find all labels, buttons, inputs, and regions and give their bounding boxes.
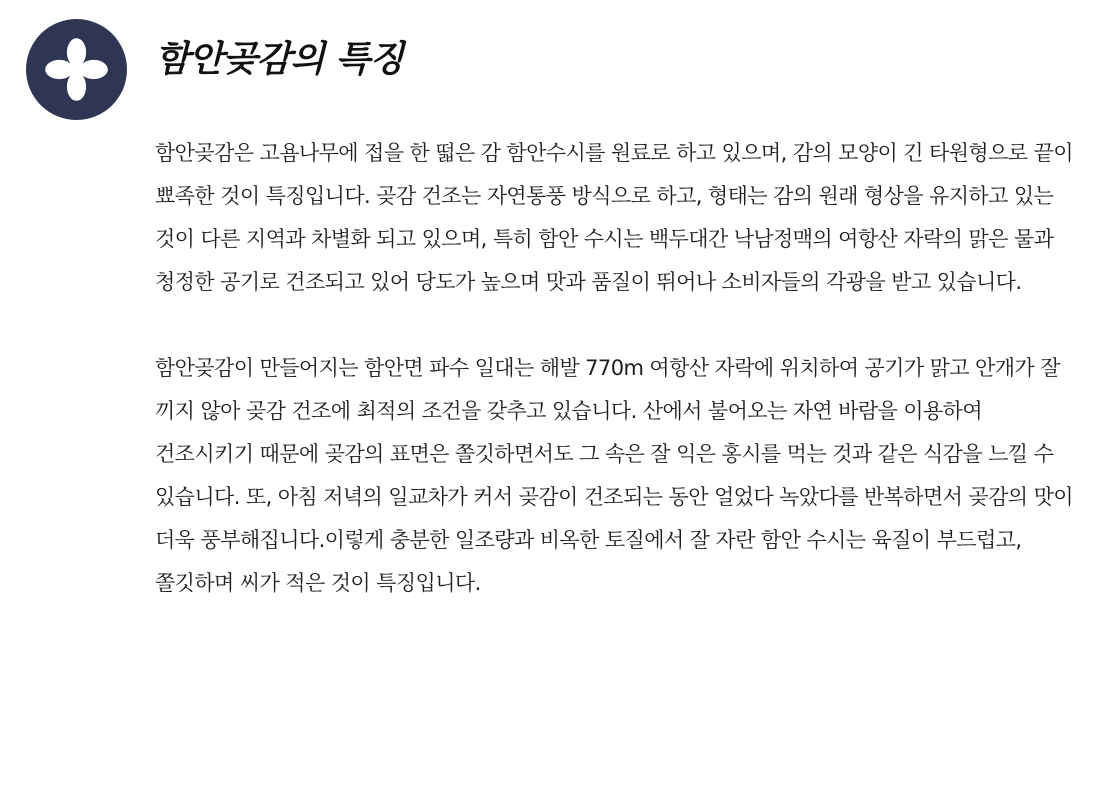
paragraph-production-area: 함안곶감이 만들어지는 함안면 파수 일대는 해발 770m 여항산 자락에 위치하여 공기가 맑고 안개가 잘 끼지 않아 곶감 건조에 최적의 조건을 갖추고 있습니다. 산에서 불어오는 자연 바람을 이용하여 건조시키기 때문에 곶감의 표면은 쫄깃하면서도 그 속은 잘 익은 홍시를 먹는 것과 같은 식감을 느낄 수 있습니다. 또, 아침 저녁의 일교차가 커서 곶감이 건조되는 동안 얼었다 녹았다를 반복하면서 곶감의 맛이 더욱 풍부해집니다.이렇게 충분한 일조량과 비옥한 토질에서 잘 자란 함안 수시는 육질이 부드럽고, 쫄깃하며 씨가 적은 것이 특징입니다.	[155, 356, 1073, 595]
four-petal-flower-icon	[26, 19, 127, 120]
paragraph-spacer	[155, 304, 1075, 347]
page-title: 함안곶감의 특징	[155, 39, 403, 80]
paragraph-intro: 함안곶감은 고욤나무에 접을 한 떫은 감 함안수시를 원료로 하고 있으며, 감의 모양이 긴 타원형으로 끝이 뾰족한 것이 특징입니다. 곶감 건조는 자연통풍 방식으로 하고, 형태는 감의 원래 형상을 유지하고 있는 것이 다른 지역과 차별화 되고 있으며, 특히 함안 수시는 백두대간 낙남정맥의 여항산 자락의 맑은 물과 청정한 공기로 건조되고 있어 당도가 높으며 맛과 품질이 뛰어나 소비자들의 각광을 받고 있습니다.	[155, 141, 1073, 294]
article-body	[155, 132, 1075, 605]
